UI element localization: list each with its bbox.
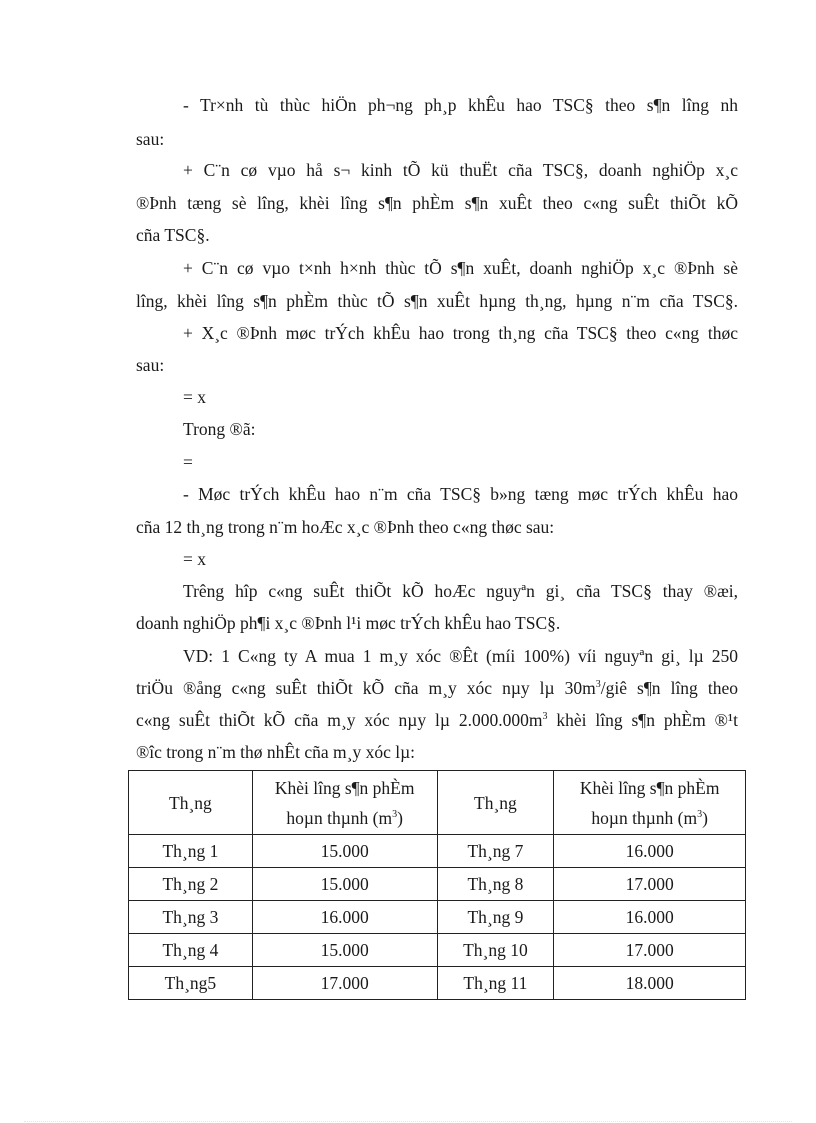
header-text: Khèi lîng s¶n phÈm [274,777,415,798]
header-cell [252,771,437,835]
paragraph-line: doanh nghiÖp ph¶i x¸c ®Þnh l¹i møc trÝch khÊu hao TSC§. [136,613,561,633]
superscript: 3 [542,711,548,723]
header-text: hoµn thµnh (m [286,807,393,828]
volume-cell: 15.000 [252,835,437,868]
paragraph-line [136,709,738,731]
header-cell [554,771,746,835]
volume-cell: 16.000 [554,835,746,868]
table-row [129,934,746,967]
text-run: triÖu ®ång c«ng suÊt thiÕt kÕ cña m¸y xóc nµy lµ 30m [136,678,596,698]
superscript: 3 [697,808,703,820]
paragraph-line: + C¨n cø vµo hå s¬ kinh tÕ kü thuËt cña TSC§, doanh nghiÖp x¸c [183,160,738,180]
paragraph-line: - Tr×nh tù thùc hiÖn ph¬ng ph¸p khÊu hao TSC§ theo s¶n lîng nh [183,95,738,115]
text-run: c«ng suÊt thiÕt kÕ cña m¸y xóc nµy lµ 2.000.000m [136,710,543,730]
month-cell: Th¸ng 9 [437,901,554,934]
volume-cell: 16.000 [252,901,437,934]
formula-line: = x [183,549,206,569]
month-cell: Th¸ng 11 [437,967,554,1000]
text-run: khèi lîng s¶n phÈm ®¹t [547,710,738,730]
paragraph-line: + C¨n cø vµo t×nh h×nh thùc tÕ s¶n xuÊt, doanh nghiÖp x¸c ®Þnh sè [183,258,738,278]
table-row [129,868,746,901]
volume-cell: 17.000 [554,934,746,967]
page-bottom-rule [24,1121,792,1122]
paragraph-line: cña 12 th¸ng trong n¨m hoÆc x¸c ®Þnh theo c«ng thøc sau: [136,517,555,537]
header-cell: Th¸ng [129,771,253,835]
table-row [129,967,746,1000]
paragraph-line: Trong ®ã: [183,419,256,439]
paragraph-line: ®Þnh tæng sè lîng, khèi lîng s¶n phÈm s¶n xuÊt theo c«ng suÊt thiÕt kÕ [136,193,738,213]
month-cell: Th¸ng 7 [437,835,554,868]
month-cell: Th¸ng5 [129,967,253,1000]
month-cell: Th¸ng 2 [129,868,253,901]
volume-cell: 17.000 [554,868,746,901]
formula-line: = x [183,387,206,407]
text-run: /giê s¶n lîng theo [600,678,738,698]
header-text: ) [702,807,708,828]
table-row [129,901,746,934]
header-cell: Th¸ng [437,771,554,835]
paragraph-line: - Møc trÝch khÊu hao n¨m cña TSC§ b»ng tæng møc trÝch khÊu hao [183,484,738,504]
month-cell: Th¸ng 3 [129,901,253,934]
volume-cell: 15.000 [252,868,437,901]
paragraph-line: cña TSC§. [136,225,210,245]
volume-cell: 15.000 [252,934,437,967]
paragraph-line: sau: [136,129,165,149]
month-cell: Th¸ng 1 [129,835,253,868]
superscript: 3 [392,808,398,820]
header-text: ) [397,807,403,828]
formula-line: = [183,452,193,472]
paragraph-line [136,677,738,699]
paragraph-line: Trêng hîp c«ng suÊt thiÕt kÕ hoÆc nguyªn gi¸ cña TSC§ thay ®æi, [183,581,738,601]
production-table [128,770,746,1000]
volume-cell: 16.000 [554,901,746,934]
paragraph-line: + X¸c ®Þnh møc trÝch khÊu hao trong th¸ng cña TSC§ theo c«ng thøc [183,323,738,343]
paragraph-line: lîng, khèi lîng s¶n phÈm thùc tÕ s¶n xuÊt hµng th¸ng, hµng n¨m cña TSC§. [136,291,738,311]
header-text: Khèi lîng s¶n phÈm [579,777,720,798]
month-cell: Th¸ng 10 [437,934,554,967]
month-cell: Th¸ng 8 [437,868,554,901]
header-text: hoµn thµnh (m [591,807,698,828]
paragraph-line: VD: 1 C«ng ty A mua 1 m¸y xóc ®Êt (míi 100%) víi nguyªn gi¸ lµ 250 [183,646,738,666]
superscript: 3 [595,679,601,691]
table-row [129,835,746,868]
volume-cell: 18.000 [554,967,746,1000]
paragraph-line: sau: [136,355,165,375]
month-cell: Th¸ng 4 [129,934,253,967]
volume-cell: 17.000 [252,967,437,1000]
paragraph-line: ®îc trong n¨m thø nhÊt cña m¸y xóc lµ: [136,742,416,762]
table-header-row [129,771,746,835]
